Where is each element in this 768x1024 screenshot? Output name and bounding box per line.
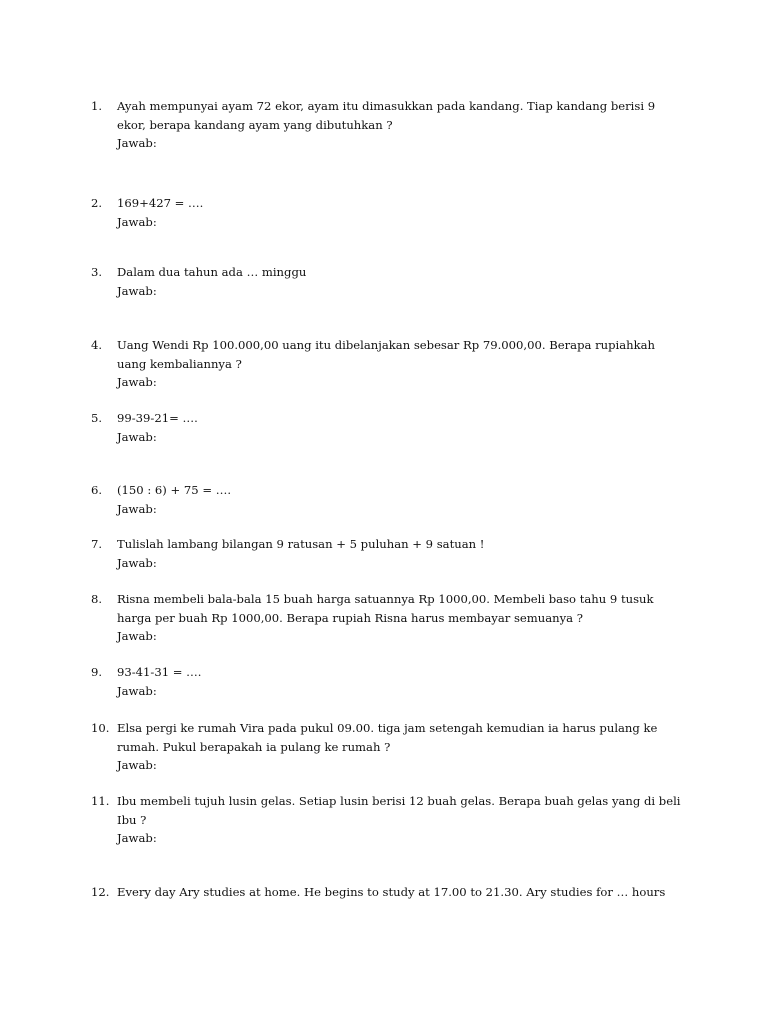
answer-label: Jawab: xyxy=(117,555,157,570)
question-text-line: harga per buah Rp 1000,00. Berapa rupiah Risna harus membayar semuanya ? xyxy=(117,610,583,625)
answer-label: Jawab: xyxy=(117,429,157,444)
question-8 xyxy=(91,590,681,646)
question-number: 4. xyxy=(91,338,103,352)
question-text-line: rumah. Pukul berapakah ia pulang ke rumah ? xyxy=(117,739,391,754)
question-2 xyxy=(91,194,681,231)
question-1 xyxy=(91,97,681,153)
question-number: 12. xyxy=(91,885,110,899)
answer-label: Jawab: xyxy=(117,375,157,389)
question-number: 3. xyxy=(91,265,103,279)
question-text-line: 99-39-21= …. xyxy=(117,411,198,425)
question-text-line: 169+427 = …. xyxy=(117,196,204,210)
question-number: 10. xyxy=(91,721,110,735)
question-7 xyxy=(91,535,681,572)
question-number: 7. xyxy=(91,537,103,551)
question-text-line: Ayah mempunyai ayam 72 ekor, ayam itu dimasukkan pada kandang. Tiap kandang berisi 9 xyxy=(117,99,656,113)
question-11 xyxy=(91,792,681,848)
answer-label: Jawab: xyxy=(117,683,157,698)
question-number: 9. xyxy=(91,665,103,679)
question-text-line: ekor, berapa kandang ayam yang dibutuhkan ? xyxy=(117,117,393,132)
answer-label: Jawab: xyxy=(117,629,157,643)
question-text-line: Elsa pergi ke rumah Vira pada pukul 09.00. tiga jam setengah kemudian ia harus pulang ke xyxy=(117,721,658,735)
question-number: 1. xyxy=(91,99,103,113)
question-text-line: Dalam dua tahun ada … minggu xyxy=(117,265,307,279)
question-text-line: Ibu membeli tujuh lusin gelas. Setiap lusin berisi 12 buah gelas. Berapa buah gelas yang di beli xyxy=(117,794,681,808)
question-12 xyxy=(91,883,681,902)
answer-label: Jawab: xyxy=(117,283,157,298)
question-4 xyxy=(91,336,681,392)
question-6 xyxy=(91,481,681,518)
question-text-line: Ibu ? xyxy=(117,812,147,827)
question-5 xyxy=(91,409,681,446)
answer-label: Jawab: xyxy=(117,214,157,229)
question-text-line: (150 : 6) + 75 = …. xyxy=(117,483,232,497)
question-number: 2. xyxy=(91,196,103,210)
question-10 xyxy=(91,719,681,775)
question-number: 11. xyxy=(91,794,110,808)
question-9 xyxy=(91,663,681,700)
question-text-line: 93-41-31 = …. xyxy=(117,665,202,679)
answer-label: Jawab: xyxy=(117,501,157,516)
question-text-line: Tulislah lambang bilangan 9 ratusan + 5 puluhan + 9 satuan ! xyxy=(117,537,485,551)
question-number: 5. xyxy=(91,411,103,425)
question-3 xyxy=(91,263,681,300)
question-number: 8. xyxy=(91,592,103,606)
question-text-line: Every day Ary studies at home. He begins to study at 17.00 to 21.30. Ary studies for … hours xyxy=(117,885,666,899)
question-number: 6. xyxy=(91,483,103,497)
answer-label: Jawab: xyxy=(117,758,157,772)
question-text-line: Uang Wendi Rp 100.000,00 uang itu dibelanjakan sebesar Rp 79.000,00. Berapa rupiahkah xyxy=(117,338,656,352)
question-text-line: uang kembaliannya ? xyxy=(117,356,242,371)
answer-label: Jawab: xyxy=(117,831,157,845)
question-text-line: Risna membeli bala-bala 15 buah harga satuannya Rp 1000,00. Membeli baso tahu 9 tusuk xyxy=(117,592,654,606)
answer-label: Jawab: xyxy=(117,136,157,150)
